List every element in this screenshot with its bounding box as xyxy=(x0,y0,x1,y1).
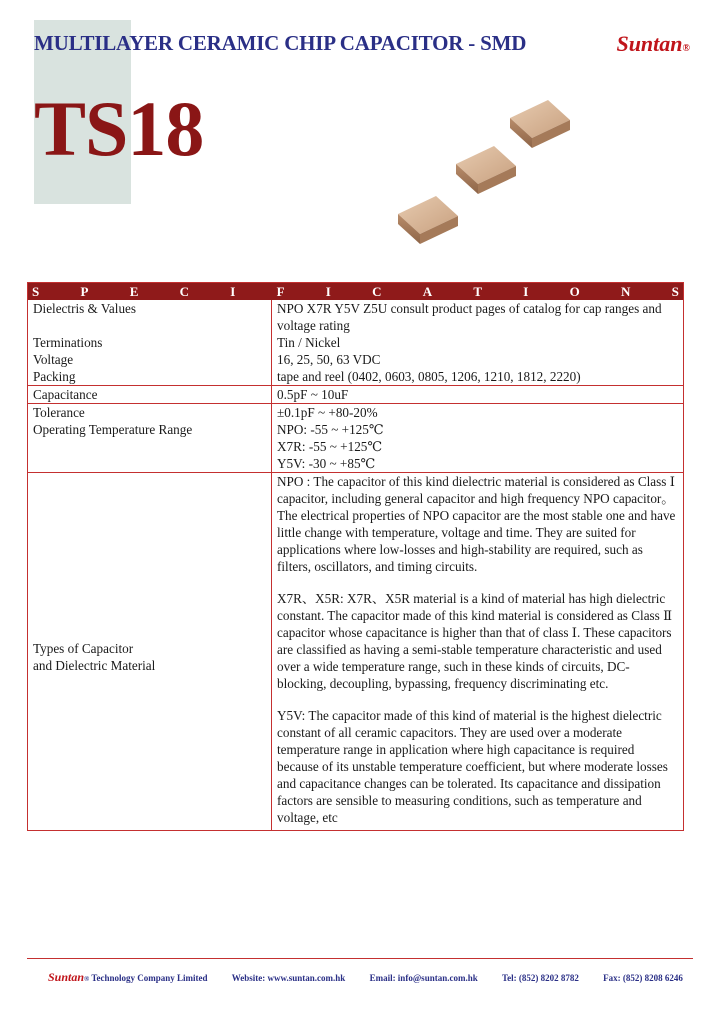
chip-2 xyxy=(456,146,516,194)
heading-letter: I xyxy=(523,284,529,299)
heading-letter: T xyxy=(473,284,483,299)
heading-letter: A xyxy=(422,284,433,299)
heading-letter: S xyxy=(671,284,679,299)
temp-line-x7r: X7R: -55 ~ +125℃ xyxy=(277,439,383,454)
model-number: TS18 xyxy=(34,85,204,172)
spec-value: 0.5pF ~ 10uF xyxy=(272,386,684,404)
spec-row-dielectric xyxy=(28,300,684,334)
temp-line-y5v: Y5V: -30 ~ +85℃ xyxy=(277,456,376,471)
heading-letter: C xyxy=(372,284,382,299)
specifications-table xyxy=(27,282,684,831)
paragraph-npo: NPO : The capacitor of this kind dielectric material is considered as Class Ⅰ capacitor, including general capacitor and high frequency NPO capacitor。The electrical properties of NPO capacitor are the most stable one and have little change with temperature, voltage and time. They are suited for applications where low-losses and high-stability are required, such as filters, oscillators, and timing circuits. xyxy=(277,474,676,574)
spec-label: Terminations xyxy=(28,334,272,351)
temp-line-npo: NPO: -55 ~ +125℃ xyxy=(277,422,384,437)
heading-letter: P xyxy=(80,284,89,299)
chip-capacitor-image xyxy=(380,90,600,250)
spec-label: Tolerance xyxy=(28,404,272,422)
spec-value: Tin / Nickel xyxy=(277,335,341,350)
footer-brand: Suntan xyxy=(48,970,85,984)
types-label-line: Types of Capacitor xyxy=(33,641,134,656)
heading-letter: S xyxy=(32,284,40,299)
specifications-heading xyxy=(28,283,684,301)
spec-row-capacitance xyxy=(28,386,684,404)
footer-fax: Fax: (852) 8208 6246 xyxy=(603,973,683,983)
footer-email[interactable]: Email: info@suntan.com.hk xyxy=(369,973,478,983)
footer-tel: Tel: (852) 8202 8782 xyxy=(501,973,579,983)
document-title: MULTILAYER CERAMIC CHIP CAPACITOR - SMD xyxy=(34,31,527,55)
registered-mark: ® xyxy=(682,43,690,54)
spec-label xyxy=(28,473,272,831)
footer-divider xyxy=(27,958,693,959)
heading-letter: C xyxy=(179,284,189,299)
spec-row-tolerance xyxy=(28,404,684,422)
spec-label: Voltage xyxy=(28,351,272,368)
heading-letter: I xyxy=(325,284,331,299)
spec-row-packing xyxy=(28,368,684,386)
spec-value: tape and reel (0402, 0603, 0805, 1206, 1210, 1812, 2220) xyxy=(272,368,684,386)
heading-letter: E xyxy=(129,284,139,299)
chip-1 xyxy=(510,100,570,148)
footer-registered-mark: ® xyxy=(84,975,90,983)
spec-label: Capacitance xyxy=(28,386,272,404)
spec-value: 16, 25, 50, 63 VDC xyxy=(277,352,381,367)
heading-letters xyxy=(32,283,679,300)
spec-value xyxy=(272,421,684,473)
spec-row-types xyxy=(28,473,684,831)
paragraph-y5v: Y5V: The capacitor made of this kind of material is the highest dielectric constant of all ceramic capacitors. They are used over a moderate temperature range in application where high capacitance is required because of its unstable temperature coefficient, but where moderate losses and capacitance changes can be tolerated. Its capacitance and dissipation factors are sensible to measuring conditions, such as temperature and voltage, etc xyxy=(277,708,668,825)
spec-row-terminations xyxy=(28,334,684,351)
heading-letter: F xyxy=(276,284,285,299)
footer-website[interactable]: Website: www.suntan.com.hk xyxy=(231,973,346,983)
heading-letter: O xyxy=(569,284,580,299)
footer-company: Technology Company Limited xyxy=(91,973,208,983)
spec-row-voltage xyxy=(28,351,684,368)
spec-label: Packing xyxy=(28,368,272,386)
spec-value: NPO X7R Y5V Z5U consult product pages of catalog for cap ranges and voltage rating xyxy=(277,301,662,333)
heading-letter: N xyxy=(620,284,631,299)
footer xyxy=(48,970,698,985)
types-label-line: and Dielectric Material xyxy=(33,658,156,673)
spec-label: Operating Temperature Range xyxy=(28,421,272,473)
brand-logo xyxy=(616,31,690,57)
chip-3 xyxy=(398,196,458,244)
spec-value: ±0.1pF ~ +80-20% xyxy=(277,405,378,420)
spec-value xyxy=(272,473,684,831)
heading-letter: I xyxy=(230,284,236,299)
paragraph-x7r: X7R、X5R: X7R、X5R material is a kind of material has high dielectric constant. The capacitor made of this kind material is considered as Class Ⅱ capacitor whose capacitance is higher than that of class Ⅰ. These capacitors are classified as having a semi-stable temperature characteristic and used over a wide temperature range, such in these kinds of circuits, DC-blocking, decoupling, bypassing, frequency discriminating etc. xyxy=(277,591,673,691)
spec-row-temperature xyxy=(28,421,684,473)
brand-name: Suntan xyxy=(616,31,683,56)
spec-label: Dielectris & Values xyxy=(28,300,272,334)
